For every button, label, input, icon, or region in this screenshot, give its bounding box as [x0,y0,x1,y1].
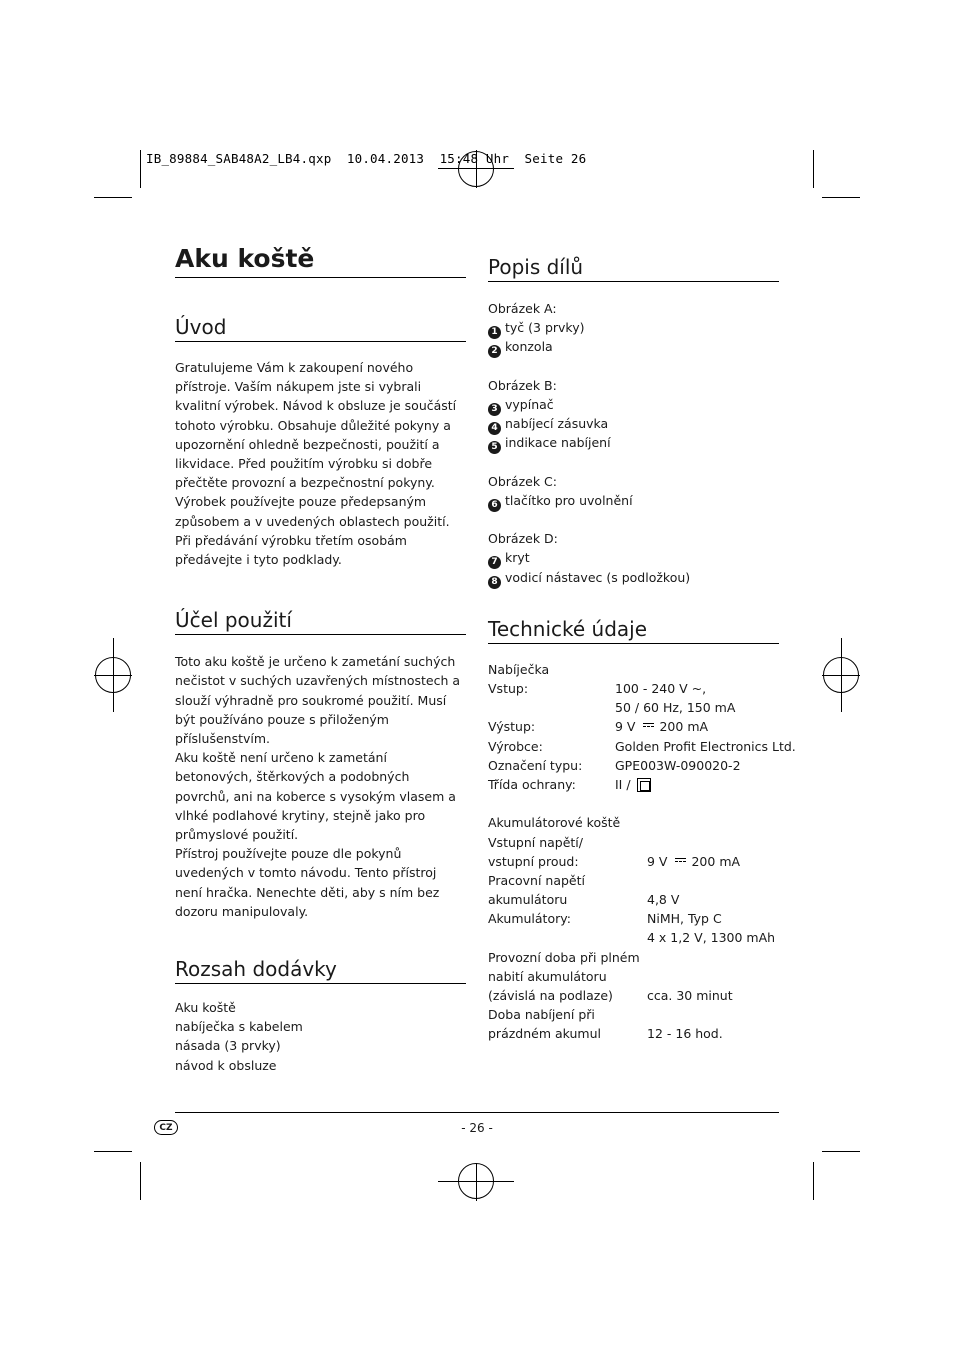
registration-mark [95,657,131,693]
footer-divider [175,1112,779,1113]
spec-label: Třída ochrany: [488,776,576,792]
crop-mark [822,197,860,198]
spec-value: 50 / 60 Hz, 150 mA [615,700,736,716]
part-label: kryt [505,550,530,566]
spec-value: GPE003W-090020-2 [615,757,741,773]
purpose-text-2: Aku koště není určeno k zametání betonových, štěrkových a podobných povrchů, ani na koberce s vysokým vlasem a vlhké podlahové krytiny, stejně jako pro průmyslové použití. [175,750,456,843]
spec-voltage: 9 V [647,853,668,869]
spec-label: Vstupní napětí/ [488,834,583,850]
section-heading-parts: Popis dílů [488,255,779,282]
spec-group-title: Akumulátorové koště [488,815,621,831]
spec-value: Golden Profit Electronics Ltd. [615,738,796,754]
spec-value [647,852,740,871]
right-column [488,255,796,1044]
spec-row [488,967,779,986]
crop-mark [140,150,141,188]
spec-row [488,833,779,852]
part-number-badge: 5 [488,441,501,454]
spec-row [488,679,779,698]
tech-specs [488,660,796,1044]
part-label: konzola [505,339,553,355]
registration-mark [823,657,859,693]
part-label: tyč (3 prvky) [505,320,585,336]
spec-label: Vstup: [488,681,529,696]
spec-label: nabití akumulátoru [488,968,607,984]
part-number-badge: 6 [488,499,501,512]
spec-row [488,871,779,890]
purpose-text-1: Toto aku koště je určeno k zametání suchých nečistot v suchých uzavřených místnostech a slouží výhradně pro soukromé použití. Musí být používáno pouze s přiloženým příslušenstvím. [175,654,461,747]
crop-mark [813,1162,814,1200]
spec-label: akumulátoru [488,892,568,908]
spec-row [488,909,779,928]
spec-row [488,928,779,947]
part-number-badge: 8 [488,576,501,589]
print-slug: IB_89884_SAB48A2_LB4.qxp 10.04.2013 15:48 Uhr Seite 26 [146,151,587,166]
page-title: Aku koště [175,244,466,278]
country-badge: CZ [154,1120,178,1135]
spec-row [488,1024,779,1043]
list-item [488,337,779,356]
list-item: násada (3 prvky) [175,1038,281,1054]
crop-mark [94,1151,132,1152]
parts-list [488,299,779,587]
dc-symbol-icon [643,723,654,729]
spec-value [615,717,708,736]
spec-value: cca. 30 minut [647,988,733,1003]
spacer [488,794,779,813]
spec-label: Pracovní napětí [488,872,585,888]
spec-current: 200 mA [691,853,741,869]
dc-symbol-icon [675,858,686,864]
part-number-badge: 7 [488,556,501,569]
list-item [488,318,779,337]
section-heading-tech: Technické údaje [488,617,779,644]
part-label: vodicí nástavec (s podložkou) [505,569,691,585]
spacer [488,453,779,472]
spec-value: 100 - 240 V ~, [615,681,707,696]
list-item [488,433,779,452]
part-label: tlačítko pro uvolnění [505,492,633,508]
spec-label: Provozní doba při plném [488,949,640,965]
spec-label: Akumulátory: [488,911,571,927]
spec-label: Označení typu: [488,757,583,773]
spec-label: prázdném akumul [488,1026,602,1042]
spec-current: 200 mA [659,719,709,735]
spec-row [488,986,779,1005]
spec-value: NiMH, Typ C [647,911,722,927]
spec-row [488,756,779,775]
spec-row [488,775,779,794]
parts-group-label: Obrázek D: [488,531,558,547]
list-item: návod k obsluze [175,1057,277,1073]
spec-value: 4,8 V [647,892,680,908]
crop-mark [140,1162,141,1200]
part-label: indikace nabíjení [505,435,611,451]
spec-row [488,737,796,756]
part-number-badge: 4 [488,422,501,435]
parts-group-label: Obrázek C: [488,473,557,489]
part-label: vypínač [505,396,554,412]
protection-class: II / [615,776,631,792]
crop-mark [94,197,132,198]
spec-value [615,775,651,794]
intro-text: Gratulujeme Vám k zakoupení nového přístroje. Vaším nákupem jste si vybrali kvalitní výrobek. Návod k obsluze je součástí tohoto výrobku. Obsahuje důležité pokyny a upozornění ohledně bezpečnosti, použití a likvidace. Před použitím výrobku si dobře přečtěte provozní a bezpečnostní pokyny. Výrobek používejte pouze předepsaným způsobem a v uvedených oblastech použití. Při předávání výrobku třetím osobám předávejte i tyto podklady. [175,360,457,568]
spec-row [488,698,779,717]
spec-label: Výstup: [488,719,536,735]
spec-label: (závislá na podlaze) [488,988,613,1003]
spacer [488,510,779,529]
list-item [488,568,779,587]
part-number-badge: 3 [488,403,501,416]
delivery-list [175,998,466,1075]
parts-group-label: Obrázek B: [488,377,557,393]
list-item [488,491,779,510]
section-heading-purpose: Účel použití [175,608,466,635]
spec-row [488,717,779,736]
spec-row [488,890,779,909]
list-item: nabíječka s kabelem [175,1019,303,1035]
registration-mark [458,1163,494,1199]
spec-label: Doba nabíjení při [488,1007,595,1023]
part-label: nabíjecí zásuvka [505,416,609,432]
spec-voltage: 9 V [615,719,636,735]
part-number-badge: 1 [488,326,501,339]
list-item [488,548,779,567]
protection-class-ii-icon [637,778,651,792]
spacer [488,357,779,376]
section-heading-intro: Úvod [175,315,466,342]
spec-value: 12 - 16 hod. [647,1026,723,1042]
crop-mark [813,150,814,188]
spec-row [488,852,779,871]
parts-group-label: Obrázek A: [488,301,557,316]
purpose-text-3: Přístroj používejte pouze dle pokynů uvedených v tomto návodu. Tento přístroj není hračka. Nenechte děti, aby s ním bez dozoru manipulovaly. [175,846,440,919]
left-column [175,244,466,1075]
list-item [488,414,779,433]
spec-label: vstupní proud: [488,853,579,869]
section-heading-delivery: Rozsah dodávky [175,957,466,984]
part-number-badge: 2 [488,345,501,358]
spec-group-title: Nabíječka [488,661,550,677]
spec-row [488,948,779,967]
spec-label: Výrobce: [488,738,543,754]
spec-value: 4 x 1,2 V, 1300 mAh [647,930,776,946]
list-item [488,395,779,414]
spec-row [488,1005,779,1024]
crop-mark [822,1151,860,1152]
list-item: Aku koště [175,1000,236,1016]
page-number: - 26 - [461,1121,493,1135]
